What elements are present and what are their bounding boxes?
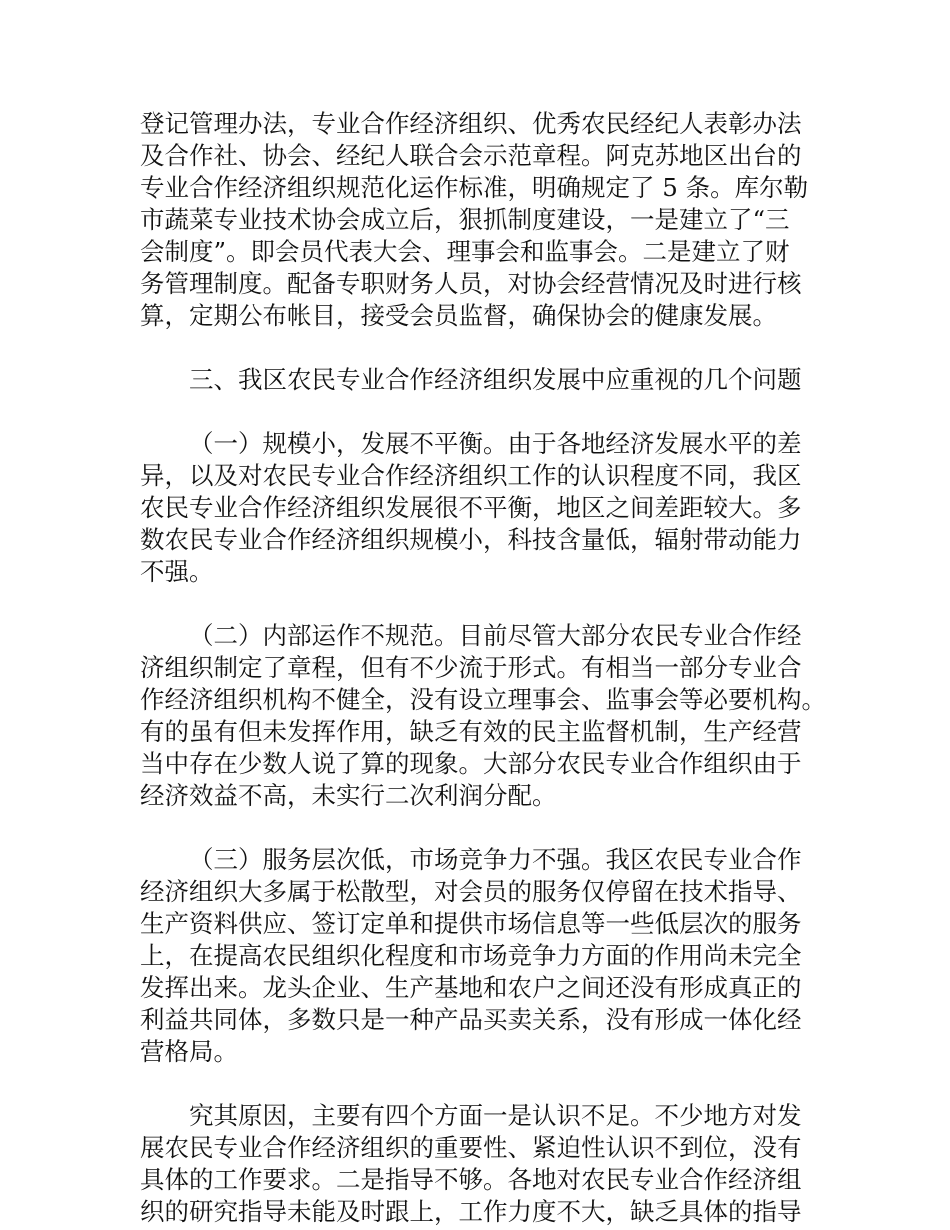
text-line: 具体的工作要求。二是指导不够。各地对农民专业合作经济组 <box>140 1165 802 1194</box>
text-line: 当中存在少数人说了算的现象。大部分农民专业合作组织由于 <box>140 749 802 778</box>
text-line: 究其原因，主要有四个方面一是认识不足。不少地方对发 <box>189 1101 802 1130</box>
text-line: 算，定期公布帐目，接受会员监督，确保协会的健康发展。 <box>140 301 777 330</box>
text-line: 营格局。 <box>140 1037 238 1066</box>
text-line: （三）服务层次低，市场竞争力不强。我区农民专业合作 <box>189 845 802 874</box>
text-line: 经济效益不高，未实行二次利润分配。 <box>140 781 557 810</box>
paragraph-registration-standards <box>140 108 840 332</box>
text-line: 发挥出来。龙头企业、生产基地和农户之间还没有形成真正的 <box>140 973 802 1002</box>
text-line: （一）规模小，发展不平衡。由于各地经济发展水平的差 <box>189 429 802 458</box>
paragraph-small-scale <box>140 428 840 588</box>
paragraph-gap <box>140 812 840 844</box>
paragraph-gap <box>140 1068 840 1100</box>
text-line: 展农民专业合作经济组织的重要性、紧迫性认识不到位，没有 <box>140 1133 802 1162</box>
section-heading-three <box>140 364 840 396</box>
text-line: 会制度”。即会员代表大会、理事会和监事会。二是建立了财 <box>140 237 790 266</box>
paragraph-gap <box>140 396 840 428</box>
text-line: 异，以及对农民专业合作经济组织工作的认识程度不同，我区 <box>140 461 802 490</box>
paragraph-gap <box>140 588 840 620</box>
text-line: 数农民专业合作经济组织规模小，科技含量低，辐射带动能力 <box>140 525 802 554</box>
text-line: 不强。 <box>140 557 214 586</box>
text-line: 作经济组织机构不健全，没有设立理事会、监事会等必要机构。 <box>140 685 826 714</box>
text-line: 务管理制度。配备专职财务人员，对协会经营情况及时进行核 <box>140 269 802 298</box>
text-line: 市蔬菜专业技术协会成立后，狠抓制度建设，一是建立了“三 <box>140 205 790 234</box>
text-line: 生产资料供应、签订定单和提供市场信息等一些低层次的服务 <box>140 909 802 938</box>
text-line: 利益共同体，多数只是一种产品买卖关系，没有形成一体化经 <box>140 1005 802 1034</box>
text-line: 经济组织大多属于松散型，对会员的服务仅停留在技术指导、 <box>140 877 802 906</box>
document-body <box>140 108 840 1228</box>
text-line: （二）内部运作不规范。目前尽管大部分农民专业合作经 <box>189 621 802 650</box>
text-line: 及合作社、协会、经纪人联合会示范章程。阿克苏地区出台的 <box>140 141 802 170</box>
text-line: 农民专业合作经济组织发展很不平衡，地区之间差距较大。多 <box>140 493 802 522</box>
text-line: 专业合作经济组织规范化运作标准，明确规定了 5 条。库尔勒 <box>140 173 809 202</box>
text-line: 织的研究指导未能及时跟上，工作力度不大，缺乏具体的指导 <box>140 1197 802 1226</box>
section-heading: 三、我区农民专业合作经济组织发展中应重视的几个问题 <box>189 365 802 394</box>
text-line: 有的虽有但未发挥作用，缺乏有效的民主监督机制，生产经营 <box>140 717 802 746</box>
text-line: 登记管理办法，专业合作经济组织、优秀农民经纪人表彰办法 <box>140 109 802 138</box>
text-line: 上，在提高农民组织化程度和市场竞争力方面的作用尚未完全 <box>140 941 802 970</box>
paragraph-root-causes <box>140 1100 840 1228</box>
text-line: 济组织制定了章程，但有不少流于形式。有相当一部分专业合 <box>140 653 802 682</box>
paragraph-internal-operation <box>140 620 840 812</box>
paragraph-gap <box>140 332 840 364</box>
paragraph-service-level <box>140 844 840 1068</box>
